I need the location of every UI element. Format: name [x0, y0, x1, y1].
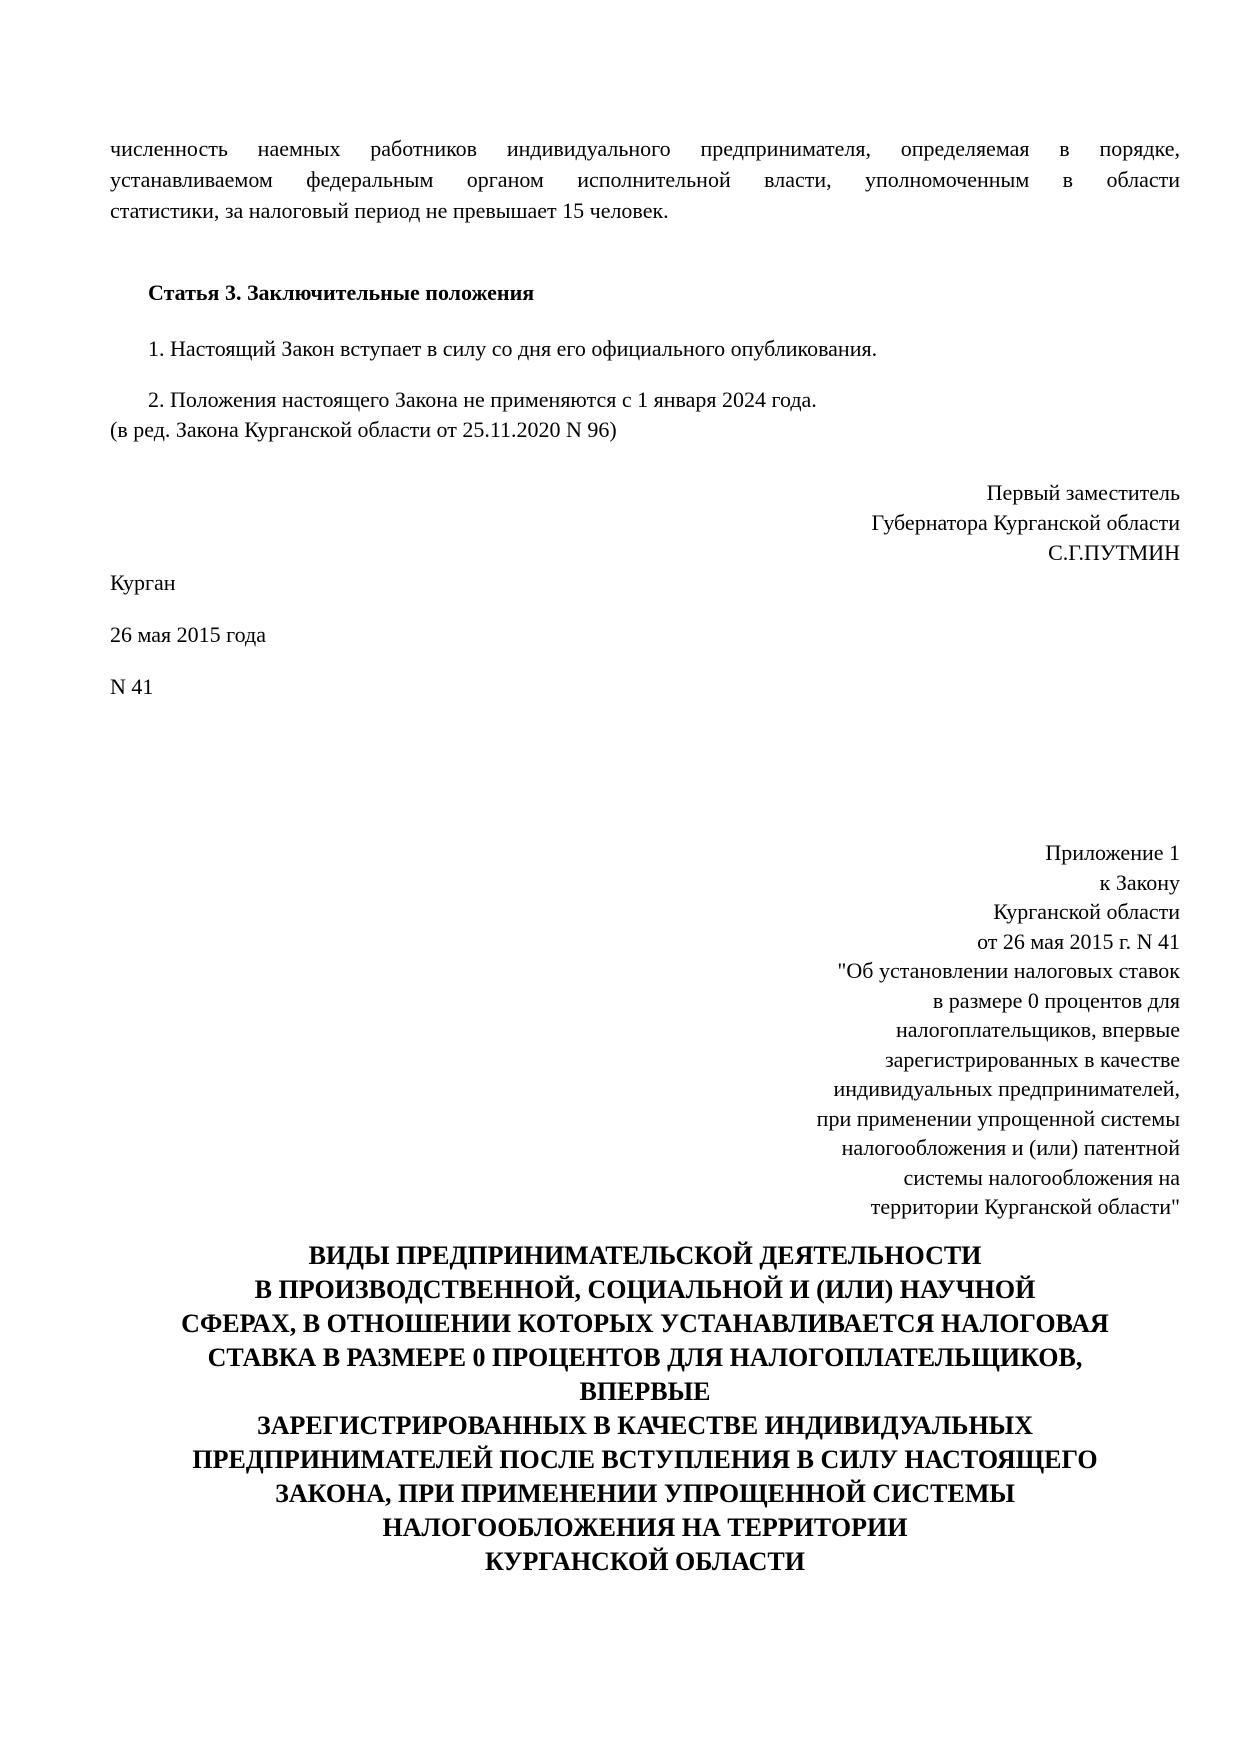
article-3-clause-2-block: [110, 385, 1180, 445]
appendix-ref-line: зарегистрированных в качестве: [884, 1046, 1180, 1072]
intro-paragraph-line: численность наемных работников индивидуального предпринимателя, определяемая в порядке,: [110, 136, 1180, 161]
appendix-ref-line: к Закону: [1099, 869, 1180, 895]
appendix-title-line: КУРГАНСКОЙ ОБЛАСТИ: [485, 1546, 805, 1576]
appendix-ref-line: территории Курганской области": [870, 1194, 1180, 1219]
date-line: 26 мая 2015 года: [110, 622, 266, 647]
place-line: Курган: [110, 570, 176, 595]
appendix-ref-line: индивидуальных предпринимателей,: [833, 1076, 1180, 1101]
article-3-heading: Статья 3. Заключительные положения: [148, 280, 535, 305]
appendix-ref-line: "Об установлении налоговых ставок: [837, 958, 1180, 983]
appendix-title-line: СТАВКА В РАЗМЕРЕ 0 ПРОЦЕНТОВ ДЛЯ НАЛОГОПЛАТЕЛЬЩИКОВ,: [207, 1342, 1083, 1372]
appendix-title-block: [110, 1239, 1180, 1579]
appendix-ref-line: налогоплательщиков, впервые: [895, 1017, 1180, 1042]
signature-name: С.Г.ПУТМИН: [1048, 540, 1180, 565]
appendix-title-line: ЗАКОНА, ПРИ ПРИМЕНЕНИИ УПРОЩЕННОЙ СИСТЕМЫ: [275, 1478, 1015, 1508]
intro-paragraph-line: устанавливаемом федеральным органом исполнительной власти, уполномоченным в области: [110, 167, 1180, 192]
appendix-title-line: ПРЕДПРИНИМАТЕЛЕЙ ПОСЛЕ ВСТУПЛЕНИЯ В СИЛУ НАСТОЯЩЕГО: [192, 1444, 1098, 1474]
appendix-title-line: ЗАРЕГИСТРИРОВАННЫХ В КАЧЕСТВЕ ИНДИВИДУАЛЬНЫХ: [257, 1410, 1033, 1440]
appendix-title-line: ВПЕРВЫЕ: [579, 1376, 711, 1406]
appendix-title-line: СФЕРАХ, В ОТНОШЕНИИ КОТОРЫХ УСТАНАВЛИВАЕТСЯ НАЛОГОВАЯ: [181, 1308, 1109, 1338]
number-line: N 41: [110, 674, 154, 699]
appendix-ref-line: в размере 0 процентов для: [932, 987, 1180, 1013]
appendix-ref-line: Курганской области: [993, 899, 1180, 924]
appendix-title-line: В ПРОИЗВОДСТВЕННОЙ, СОЦИАЛЬНОЙ И (ИЛИ) НАУЧНОЙ: [254, 1274, 1036, 1304]
intro-paragraph: [110, 133, 1180, 226]
appendix-ref-line: при применении упрощенной системы: [816, 1105, 1180, 1131]
signature-block: [110, 478, 1180, 568]
appendix-ref-line: системы налогообложения на: [903, 1164, 1180, 1190]
appendix-title-line: НАЛОГООБЛОЖЕНИЯ НА ТЕРРИТОРИИ: [382, 1512, 908, 1542]
article-3-clause-2: 2. Положения настоящего Закона не применяются с 1 января 2024 года.: [148, 387, 817, 412]
appendix-ref-line: от 26 мая 2015 г. N 41: [977, 928, 1180, 954]
appendix-reference-block: [110, 838, 1180, 1222]
intro-paragraph-line: статистики, за налоговый период не превышает 15 человек.: [110, 198, 669, 223]
appendix-title-line: ВИДЫ ПРЕДПРИНИМАТЕЛЬСКОЙ ДЕЯТЕЛЬНОСТИ: [308, 1240, 982, 1270]
appendix-ref-line: налогообложения и (или) патентной: [841, 1135, 1180, 1160]
article-3-clause-1: 1. Настоящий Закон вступает в силу со дня его официального опубликования.: [148, 336, 878, 361]
signature-line: Первый заместитель: [986, 480, 1180, 505]
signature-line: Губернатора Курганской области: [871, 510, 1180, 535]
revision-note: (в ред. Закона Курганской области от 25.11.2020 N 96): [110, 417, 617, 442]
appendix-ref-line: Приложение 1: [1045, 840, 1180, 865]
document-body: [110, 0, 1180, 1579]
